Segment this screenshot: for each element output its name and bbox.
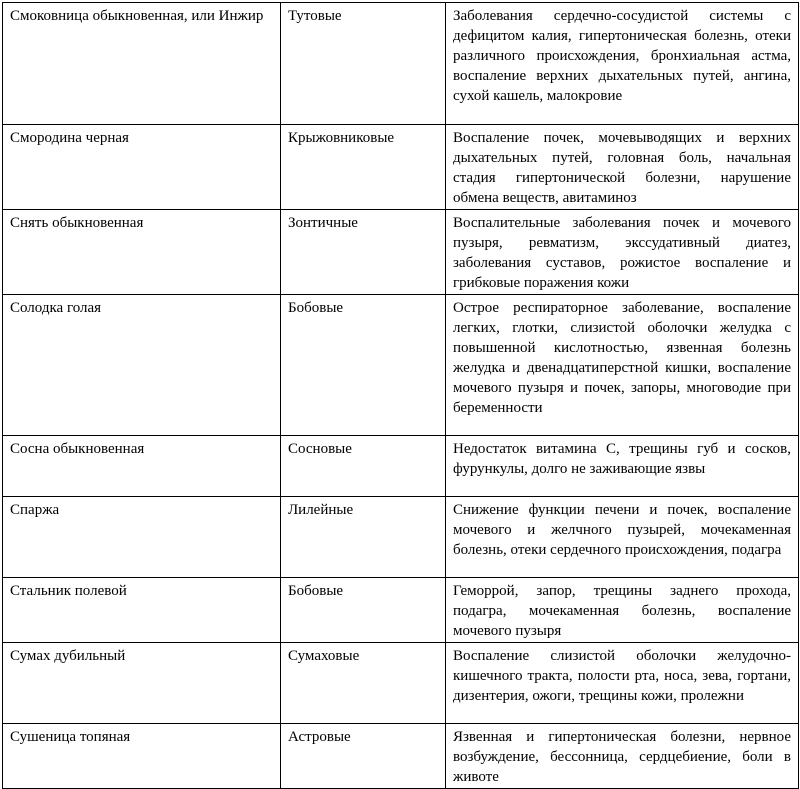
indications-cell: Геморрой, запор, трещины заднего прохода, подагра, мочекаменная болезнь, воспаление мочевого пузыря [446,578,799,643]
plant-family-cell: Лилейные [281,497,446,578]
plant-name-cell: Сумах дубильный [3,643,281,724]
table-row [3,125,799,210]
plant-name-cell: Сосна обыкновенная [3,436,281,497]
plant-family-cell: Сумаховые [281,643,446,724]
indications-cell: Воспаление почек, мочевыводящих и верхних дыхательных путей, головная боль, начальная стадия гипертонической болезни, нарушение обмена веществ, авитаминоз [446,125,799,210]
indications-cell: Недостаток витамина С, трещины губ и сосков, фурункулы, долго не заживающие язвы [446,436,799,497]
plant-family-cell: Зонтичные [281,210,446,295]
plant-name-cell: Спаржа [3,497,281,578]
plant-family-cell: Сосновые [281,436,446,497]
plant-family-cell: Бобовые [281,578,446,643]
plant-family-cell: Тутовые [281,3,446,125]
plant-name-cell: Солодка голая [3,295,281,436]
plant-family-cell: Крыжовниковые [281,125,446,210]
table-row [3,643,799,724]
medicinal-plants-table [2,2,799,789]
table-row [3,578,799,643]
plant-name-cell: Смородина черная [3,125,281,210]
plant-family-cell: Бобовые [281,295,446,436]
indications-cell: Заболевания сердечно-сосудистой системы с дефицитом калия, гипертоническая болезнь, отеки различного происхождения, бронхиальная астма, воспаление верхних дыхательных путей, ангина, сухой кашель, малокровие [446,3,799,125]
table-row [3,436,799,497]
indications-cell: Воспалительные заболевания почек и мочевого пузыря, ревматизм, экссудативный диатез, заболевания суставов, рожистое воспаление и грибковые поражения кожи [446,210,799,295]
table-row [3,210,799,295]
table-row [3,724,799,789]
indications-cell: Снижение функции печени и почек, воспаление мочевого и желчного пузырей, мочекаменная болезнь, отеки сердечного происхождения, подагра [446,497,799,578]
plant-name-cell: Смоковница обыкновенная, или Инжир [3,3,281,125]
plant-name-cell: Стальник полевой [3,578,281,643]
table-row [3,3,799,125]
table-row [3,497,799,578]
indications-cell: Воспаление слизистой оболочки желудочно-кишечного тракта, полости рта, носа, зева, гортани, дизентерия, ожоги, трещины кожи, пролежни [446,643,799,724]
table-row [3,295,799,436]
plant-family-cell: Астровые [281,724,446,789]
plant-name-cell: Снять обыкновенная [3,210,281,295]
indications-cell: Острое респираторное заболевание, воспаление легких, глотки, слизистой оболочки желудка с повышенной кислотностью, язвенная болезнь желудка и двенадцатиперстной кишки, воспаление мочевого пузыря и почек, запоры, многоводие при беременности [446,295,799,436]
indications-cell: Язвенная и гипертоническая болезни, нервное возбуждение, бессонница, сердцебиение, боли в животе [446,724,799,789]
plant-name-cell: Сушеница топяная [3,724,281,789]
